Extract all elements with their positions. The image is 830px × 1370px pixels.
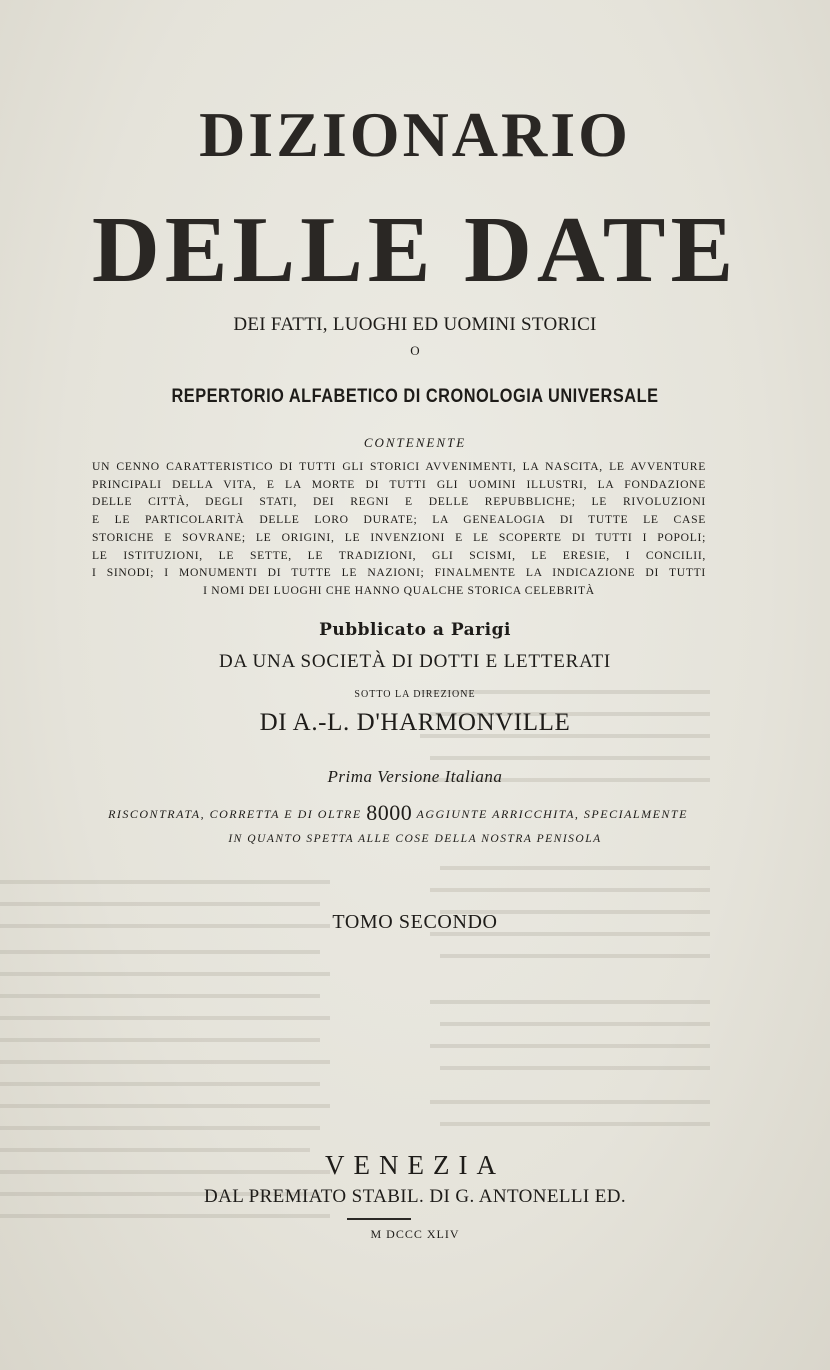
- editor-name: DI A.-L. D'HARMONVILLE: [259, 709, 571, 736]
- contents-line: PRINCIPALI DELLA VITA, E LA MORTE DI TUTTI GLI UOMINI ILLUSTRI, LA FONDAZIONE: [92, 477, 706, 491]
- contents-line: I NOMI DEI LUOGHI CHE HANNO QUALCHE STORICA CELEBRITÀ: [203, 583, 595, 597]
- contents-heading: CONTENENTE: [363, 435, 467, 450]
- contents-line: I SINODI; I MONUMENTI DI TUTTE LE NAZIONI; FINALMENTE LA INDICAZIONE DI TUTTI: [92, 566, 706, 580]
- subtitle-line-1: DEI FATTI, LUOGHI ED UOMINI STORICI: [233, 314, 597, 335]
- title-line-2: DELLE DATE: [91, 198, 739, 302]
- contents-paragraph: [92, 458, 706, 600]
- title-line-1: DIZIONARIO: [199, 99, 631, 170]
- subtitle-line-2: REPERTORIO ALFABETICO DI CRONOLOGIA UNIVERSALE: [171, 386, 659, 407]
- volume-title: TOMO SECONDO: [332, 911, 498, 933]
- contents-line: UN CENNO CARATTERISTICO DI TUTTI GLI STORICI AVVENIMENTI, LA NASCITA, LE AVVENTURE: [92, 460, 706, 473]
- imprint-year: M DCCC XLIV: [370, 1227, 460, 1241]
- version-note-number: 8000: [366, 800, 413, 825]
- imprint-divider: [347, 1218, 411, 1220]
- contents-line: E LE PARTICOLARITÀ DELLE LORO DURATE; LA GENEALOGIA DI TUTTE LE CASE: [92, 513, 706, 527]
- publication-place: Pubblicato a Parigi: [319, 620, 511, 640]
- version-note-line-1: [88, 800, 708, 826]
- version-label: Prima Versione Italiana: [327, 767, 503, 786]
- version-note-line-2: IN QUANTO SPETTA ALLE COSE DELLA NOSTRA PENISOLA: [228, 833, 602, 845]
- contents-line: DELLE CITTÀ, DEGLI STATI, DEI REGNI E DELLE REPUBBLICHE; LE RIVOLUZIONI: [92, 495, 706, 509]
- version-note-before: RISCONTRATA, CORRETTA E DI OLTRE: [108, 807, 362, 821]
- version-note-after: AGGIUNTE ARRICCHITA, SPECIALMENTE: [416, 807, 688, 821]
- contents-line: STORICHE E SOVRANE; LE ORIGINI, LE INVENZIONI E LE SCOPERTE DI TUTTI I POPOLI;: [92, 530, 706, 544]
- imprint-city: VENEZIA: [325, 1150, 505, 1180]
- publication-society: DA UNA SOCIETÀ DI DOTTI E LETTERATI: [218, 651, 612, 672]
- contents-line: LE ISTITUZIONI, LE SETTE, LE TRADIZIONI, GLI SCISMI, LE ERESIE, I CONCILII,: [92, 548, 706, 562]
- publication-direction: SOTTO LA DIREZIONE: [354, 689, 476, 700]
- subtitle-conjunction: O: [410, 343, 420, 358]
- imprint-publisher: DAL PREMIATO STABIL. DI G. ANTONELLI ED.: [203, 1186, 627, 1207]
